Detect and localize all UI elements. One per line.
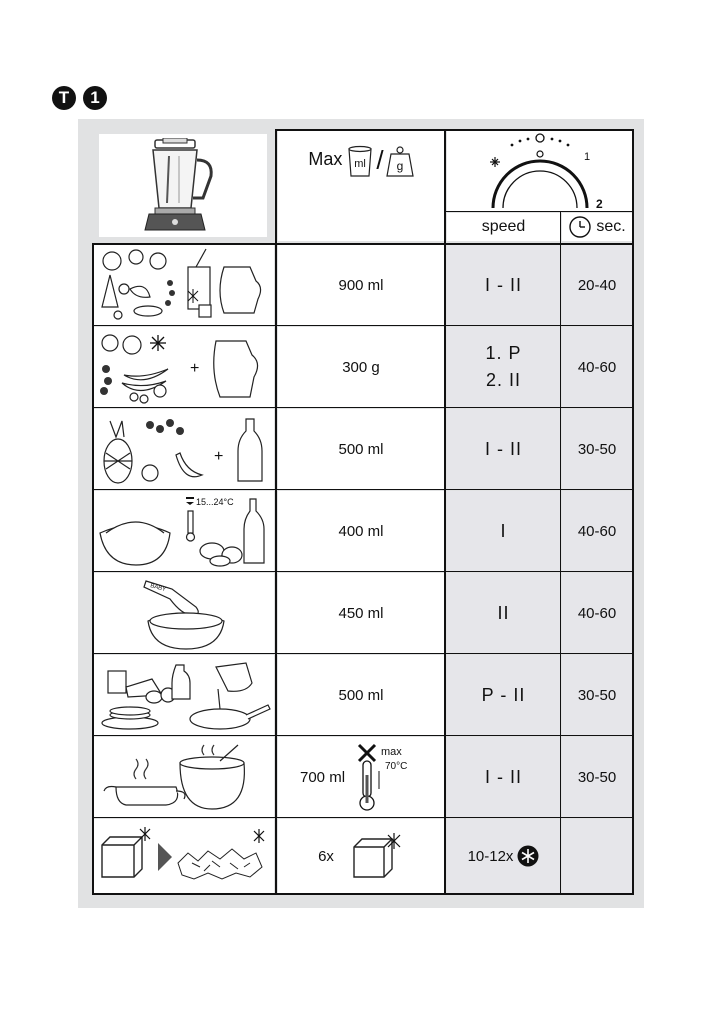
row-2-time: 40-60 bbox=[562, 327, 632, 407]
frozen-fruits-plus-liquid-image bbox=[96, 329, 272, 405]
row-8-time bbox=[562, 819, 632, 893]
row-8-speed-text: 10-12x bbox=[467, 847, 514, 865]
row-8-amount-cell bbox=[278, 819, 444, 893]
svg-text:+: + bbox=[190, 360, 200, 377]
fruits-vegetables-ice-juice-image bbox=[96, 247, 272, 323]
row-divider-2 bbox=[92, 407, 634, 408]
col-divider-3 bbox=[560, 211, 561, 895]
max-label: Max bbox=[308, 149, 343, 169]
speed-table bbox=[92, 129, 634, 895]
row-2-amount: 300 g bbox=[278, 327, 444, 407]
row-7-amount-cell bbox=[278, 737, 444, 817]
row-1-time: 20-40 bbox=[562, 245, 632, 325]
table-border-top bbox=[275, 129, 634, 131]
arrow-right-icon bbox=[158, 843, 172, 871]
weight-g-icon bbox=[386, 145, 414, 179]
ice-crushing-image bbox=[96, 823, 272, 889]
row-6-amount: 500 ml bbox=[278, 655, 444, 735]
svg-text:1: 1 bbox=[583, 151, 590, 163]
header-max-cell bbox=[278, 131, 444, 241]
row-4-time: 40-60 bbox=[562, 491, 632, 571]
speed-dial-icon bbox=[450, 132, 630, 210]
measuring-cup-ml-icon bbox=[346, 145, 374, 179]
sec-label: sec. bbox=[596, 218, 626, 235]
row-2-speed-step-2: 2. II bbox=[485, 370, 521, 390]
row-3-amount: 500 ml bbox=[278, 409, 444, 489]
snowflake-icon bbox=[517, 845, 539, 867]
row-7-speed: I - II bbox=[447, 737, 560, 817]
ice-cube-icon bbox=[350, 833, 404, 879]
row-2-speed-step-1: 1. P bbox=[485, 343, 522, 363]
svg-text:BABY: BABY bbox=[149, 583, 167, 594]
thermometer-icon bbox=[355, 741, 425, 813]
row-divider-7 bbox=[92, 817, 634, 818]
table-border-header-left bbox=[275, 129, 277, 245]
row-5-time: 40-60 bbox=[562, 573, 632, 653]
header-blender-cell bbox=[99, 134, 267, 237]
speed-label: speed bbox=[481, 218, 526, 235]
row-divider-6 bbox=[92, 735, 634, 736]
header-subdivider bbox=[444, 211, 634, 212]
baby-food-bowl-spoon-image bbox=[96, 575, 272, 651]
row-6-image bbox=[94, 655, 274, 735]
svg-text:2: 2 bbox=[595, 197, 603, 210]
svg-text:ml: ml bbox=[354, 158, 367, 170]
row-3-image bbox=[94, 409, 274, 489]
header-bottom-line bbox=[92, 243, 634, 245]
table-border-left bbox=[92, 243, 94, 895]
row-3-time: 30-50 bbox=[562, 409, 632, 489]
row-divider-3 bbox=[92, 489, 634, 490]
header-dial-cell bbox=[447, 131, 632, 211]
svg-text:g: g bbox=[396, 159, 403, 173]
slash: / bbox=[376, 145, 384, 175]
row-divider-5 bbox=[92, 653, 634, 654]
blender-icon bbox=[143, 138, 223, 233]
badge-1: 1 bbox=[83, 86, 107, 110]
row-7-amount: 700 ml bbox=[300, 768, 346, 786]
row-7-image bbox=[94, 737, 274, 817]
row-1-amount: 900 ml bbox=[278, 245, 444, 325]
row-8-amount: 6x bbox=[318, 847, 334, 865]
pineapple-berries-banana-plus-milk-image bbox=[96, 411, 272, 487]
row-5-speed: II bbox=[447, 573, 560, 653]
svg-text:+: + bbox=[214, 448, 224, 465]
row-4-image bbox=[94, 491, 274, 571]
header-sec-cell bbox=[562, 213, 632, 241]
row-3-speed: I - II bbox=[447, 409, 560, 489]
table-border-bottom bbox=[92, 893, 634, 895]
row-5-image bbox=[94, 573, 274, 653]
mayonnaise-eggs-oil-image bbox=[96, 493, 272, 569]
row-1-speed: I - II bbox=[447, 245, 560, 325]
row-6-time: 30-50 bbox=[562, 655, 632, 735]
soup-sauce-image bbox=[96, 739, 272, 815]
col-divider-1 bbox=[275, 243, 277, 895]
pancake-batter-image bbox=[96, 657, 272, 733]
row-divider-4 bbox=[92, 571, 634, 572]
row-1-image bbox=[94, 245, 274, 325]
row-4-speed: I bbox=[447, 491, 560, 571]
row-5-amount: 450 ml bbox=[278, 573, 444, 653]
row-7-time: 30-50 bbox=[562, 737, 632, 817]
row-2-speed bbox=[447, 327, 560, 407]
row-6-speed: P - II bbox=[447, 655, 560, 735]
badge-t: T bbox=[52, 86, 76, 110]
row-2-image bbox=[94, 327, 274, 407]
row-8-image bbox=[94, 819, 274, 893]
svg-text:max: max bbox=[381, 746, 402, 758]
header-speed-cell bbox=[447, 213, 560, 241]
svg-text:15...24°C: 15...24°C bbox=[196, 497, 234, 507]
row-4-amount: 400 ml bbox=[278, 491, 444, 571]
clock-icon bbox=[568, 215, 592, 239]
svg-text:70°C: 70°C bbox=[385, 761, 408, 772]
row-8-speed bbox=[447, 819, 560, 893]
row-divider-1 bbox=[92, 325, 634, 326]
